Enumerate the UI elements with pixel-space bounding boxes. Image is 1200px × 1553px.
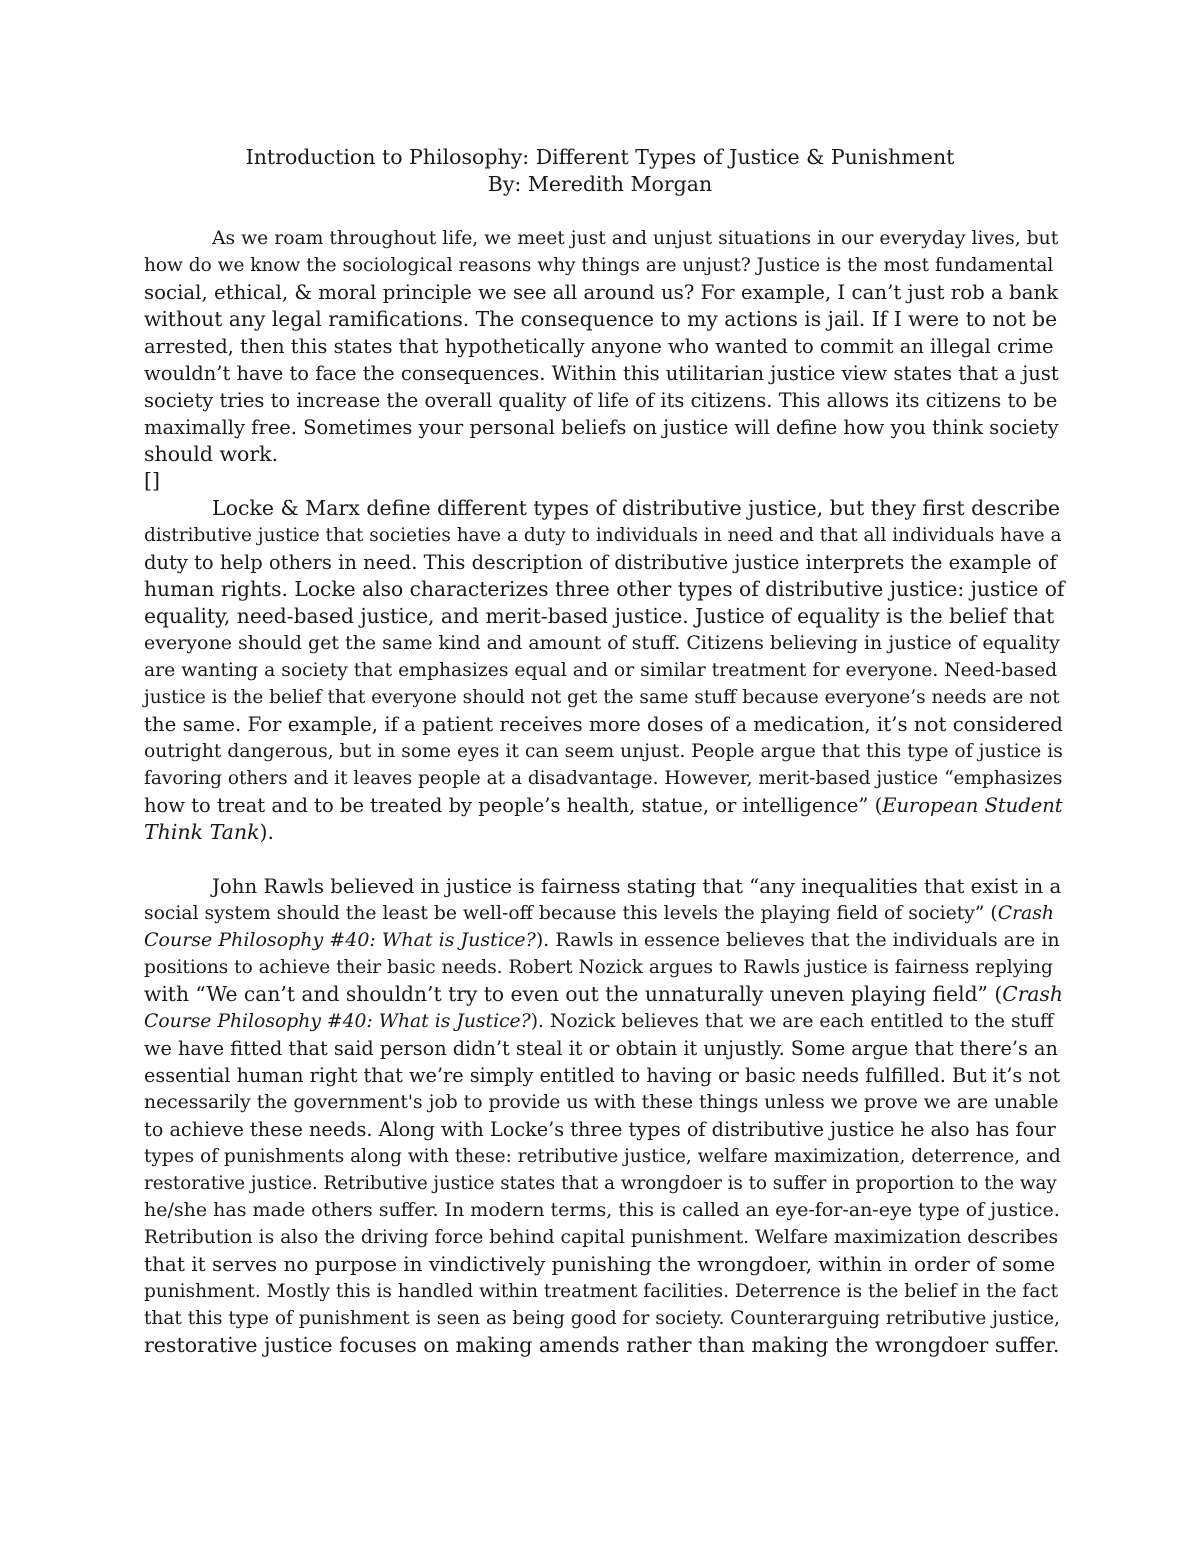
- text-segment: with “We can’t and shouldn’t try to even out the unnaturally uneven playing field” (: [144, 982, 1003, 1006]
- text-line: essential human right that we’re simply entitled to having or basic needs fulfilled. But it’s not: [144, 1064, 1061, 1087]
- text-segment: social system should the least be well-off because this levels the playing field of society” (: [144, 903, 998, 924]
- text-line: types of punishments along with these: retributive justice, welfare maximization, deterrence, and: [144, 1146, 1061, 1167]
- text-line: [144, 819, 1064, 846]
- text-line: social, ethical, & moral principle we see all around us? For example, I can’t just rob a bank: [144, 281, 1059, 304]
- text-line: how do we know the sociological reasons why things are unjust? Justice is the most fundamental: [144, 255, 1054, 276]
- citation-italic: Think Tank: [144, 820, 260, 844]
- text-line: everyone should get the same kind and amount of stuff. Citizens believing in justice of equality: [144, 632, 1060, 654]
- text-line: John Rawls believed in justice is fairness stating that “any inequalities that exist in a: [212, 875, 1062, 898]
- text-segment: how to treat and to be treated by people’s health, statue, or intelligence” (: [144, 794, 883, 817]
- paragraph-spacer: [144, 846, 1064, 873]
- text-line: we have fitted that said person didn’t steal it or obtain it unjustly. Some argue that there’s an: [144, 1037, 1058, 1060]
- text-line: necessarily the government's job to provide us with these things unless we prove we are unable: [144, 1092, 1059, 1113]
- text-line: Locke & Marx define different types of distributive justice, but they first describe: [212, 496, 1060, 520]
- text-line: without any legal ramifications. The consequence to my actions is jail. If I were to not be: [144, 307, 1058, 331]
- paragraph-3: [144, 873, 1064, 1359]
- citation-italic: Course Philosophy #40: What is Justice?: [144, 929, 536, 951]
- text-line: [144, 927, 1064, 954]
- text-line: justice is the belief that everyone should not get the same stuff because everyone’s needs are not: [144, 687, 1060, 708]
- citation-italic: Crash: [997, 903, 1054, 924]
- text-line: the same. For example, if a patient receives more doses of a medication, it’s not considered: [144, 713, 1063, 736]
- text-line: equality, need-based justice, and merit-based justice. Justice of equality is the belief that: [144, 604, 1055, 628]
- text-line: society tries to increase the overall quality of life of its citizens. This allows its citizens to be: [144, 389, 1058, 412]
- text-line: are wanting a society that emphasizes equal and or similar treatment for everyone. Need-based: [144, 660, 1058, 681]
- text-line: As we roam throughout life, we meet just and unjust situations in our everyday lives, but: [212, 228, 1059, 249]
- text-line: favoring others and it leaves people at a disadvantage. However, merit-based justice “emphasizes: [144, 768, 1063, 789]
- text-line: [144, 981, 1064, 1008]
- text-segment: ). Rawls in essence believes that the individuals are in: [535, 929, 1060, 951]
- text-line: to achieve these needs. Along with Locke’s three types of distributive justice he also has four: [144, 1118, 1056, 1141]
- citation-italic: Crash: [1002, 982, 1063, 1006]
- text-line: restorative justice. Retributive justice states that a wrongdoer is to suffer in proportion to the way: [144, 1173, 1057, 1194]
- text-line: that this type of punishment is seen as being good for society. Counterarguing retributive justice,: [144, 1308, 1060, 1329]
- text-segment: ). Nozick believes that we are each entitled to the stuff: [530, 1011, 1054, 1032]
- document-header: [144, 144, 1056, 198]
- text-line: wouldn’t have to face the consequences. Within this utilitarian justice view states that a just: [144, 362, 1059, 385]
- text-segment: ).: [259, 820, 275, 844]
- citation-italic: European Student: [882, 794, 1063, 817]
- text-line: maximally free. Sometimes your personal beliefs on justice will define how you think society: [144, 416, 1059, 439]
- text-line: punishment. Mostly this is handled within treatment facilities. Deterrence is the belief in the fact: [144, 1281, 1059, 1302]
- text-line: [144, 792, 1064, 819]
- document-author: By: Meredith Morgan: [487, 172, 713, 196]
- text-line: outright dangerous, but in some eyes it can seem unjust. People argue that this type of justice is: [144, 741, 1063, 762]
- text-line: that it serves no purpose in vindictively punishing the wrongdoer, within in order of some: [144, 1252, 1056, 1276]
- text-line: duty to help others in need. This description of distributive justice interprets the example of: [144, 551, 1057, 574]
- paragraph-1: [144, 225, 1064, 468]
- document-title: Introduction to Philosophy: Different Types of Justice & Punishment: [245, 145, 955, 169]
- image-placeholder: []: [144, 469, 160, 493]
- text-line: restorative justice focuses on making amends rather than making the wrongdoer suffer.: [144, 1333, 1060, 1357]
- text-line: [144, 900, 1064, 927]
- text-line: arrested, then this states that hypothetically anyone who wanted to commit an illegal crime: [144, 335, 1054, 358]
- text-line: positions to achieve their basic needs. Robert Nozick argues to Rawls justice is fairness replying: [144, 957, 1053, 978]
- text-line: [144, 1008, 1064, 1035]
- citation-italic: Course Philosophy #40: What is Justice?: [144, 1011, 531, 1032]
- paragraph-2: [144, 495, 1064, 846]
- text-line: should work.: [144, 442, 279, 466]
- text-line: Retribution is also the driving force behind capital punishment. Welfare maximization describes: [144, 1227, 1059, 1248]
- document-body: [144, 225, 1064, 1359]
- text-line: distributive justice that societies have a duty to individuals in need and that all individuals have a: [144, 525, 1062, 546]
- text-line: human rights. Locke also characterizes three other types of distributive justice: justice of: [144, 577, 1065, 601]
- text-line: he/she has made others suffer. In modern terms, this is called an eye-for-an-eye type of justice.: [144, 1199, 1060, 1221]
